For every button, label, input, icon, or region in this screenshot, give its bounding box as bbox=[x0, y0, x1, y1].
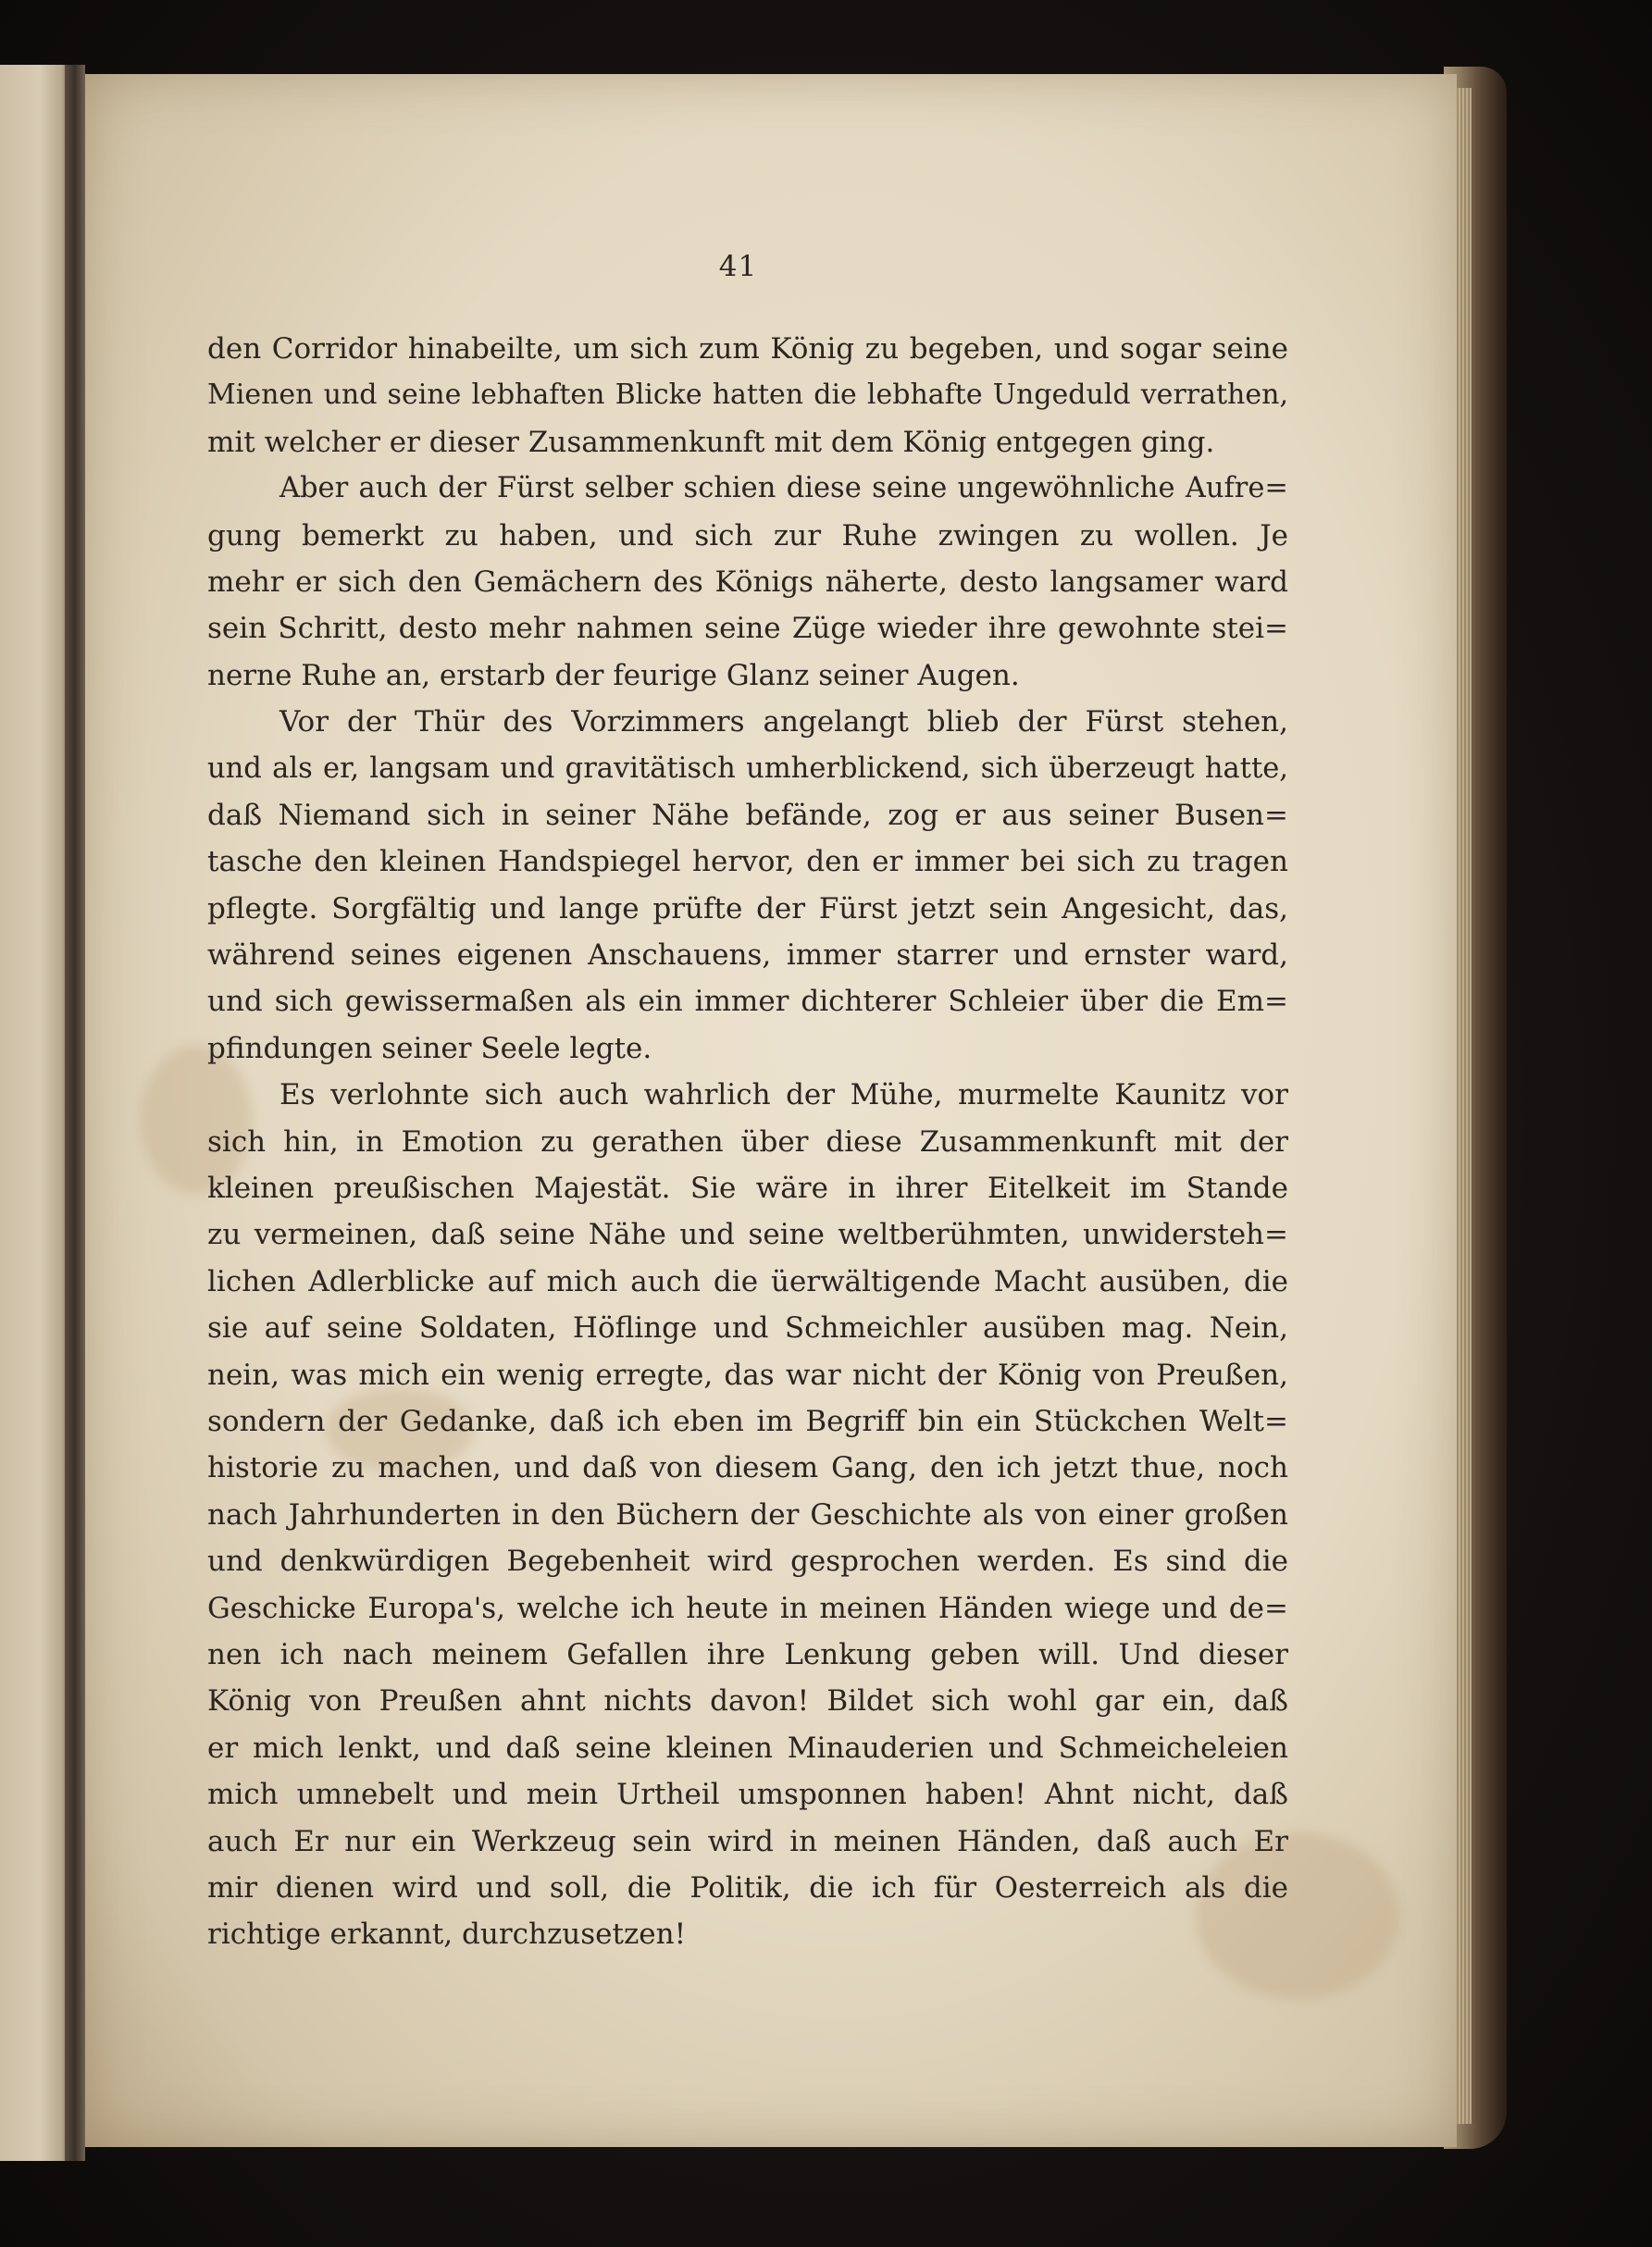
text-line: und sich gewissermaßen als ein immer dichterer Schleier über die Em= bbox=[207, 985, 1288, 1019]
text-line: richtige erkannt, durchzusetzen! bbox=[207, 1918, 687, 1952]
text-line: nach Jahrhunderten in den Büchern der Geschichte als von einer großen bbox=[207, 1497, 1288, 1532]
text-line: sie auf seine Soldaten, Höflinge und Schmeichler ausüben mag. Nein, bbox=[207, 1311, 1288, 1346]
text-line: Aber auch der Fürst selber schien diese seine ungewöhnliche Aufre= bbox=[279, 472, 1288, 505]
text-line: und denkwürdigen Begebenheit wird gesprochen werden. Es sind die bbox=[207, 1545, 1288, 1579]
text-line: sondern der Gedanke, daß ich eben im Begriff bin ein Stückchen Welt= bbox=[207, 1404, 1288, 1438]
text-line: nein, was mich ein wenig erregte, das war nicht der König von Preußen, bbox=[207, 1358, 1288, 1392]
body-text bbox=[207, 326, 1288, 1958]
facing-page-edge bbox=[0, 65, 72, 2161]
text-line: kleinen preußischen Majestät. Sie wäre in ihrer Eitelkeit im Stande bbox=[207, 1172, 1288, 1206]
text-line: Mienen und seine lebhaften Blicke hatten die lebhafte Ungeduld verrathen, bbox=[207, 379, 1288, 412]
text-line: während seines eigenen Anschauens, immer starrer und ernster ward, bbox=[207, 938, 1288, 973]
book-gutter bbox=[65, 65, 85, 2161]
text-line: mich umnebelt und mein Urtheil umsponnen haben! Ahnt nicht, daß bbox=[207, 1778, 1288, 1812]
text-line: Geschicke Europa's, welche ich heute in meinen Händen wiege und de= bbox=[207, 1591, 1288, 1625]
text-line: Vor der Thür des Vorzimmers angelangt blieb der Fürst stehen, bbox=[279, 705, 1288, 739]
text-line: pflegte. Sorgfältig und lange prüfte der Fürst jetzt sein Angesicht, das, bbox=[207, 891, 1288, 925]
text-line: zu vermeinen, daß seine Nähe und seine weltberühmten, unwidersteh= bbox=[207, 1218, 1288, 1252]
text-line: nerne Ruhe an, erstarb der feurige Glanz seiner Augen. bbox=[207, 658, 1020, 692]
text-line: historie zu machen, und daß von diesem Gang, den ich jetzt thue, noch bbox=[207, 1451, 1288, 1485]
text-line: sich hin, in Emotion zu gerathen über diese Zusammenkunft mit der bbox=[207, 1124, 1288, 1159]
text-line: lichen Adlerblicke auf mich auch die üerwältigende Macht ausüben, die bbox=[207, 1264, 1288, 1298]
text-line: daß Niemand sich in seiner Nähe befände, zog er aus seiner Busen= bbox=[207, 798, 1288, 832]
page-number: 41 bbox=[718, 250, 758, 283]
text-line: gung bemerkt zu haben, und sich zur Ruhe zwingen zu wollen. Je bbox=[207, 518, 1288, 552]
text-line: pfindungen seiner Seele legte. bbox=[207, 1031, 652, 1065]
text-line: nen ich nach meinem Gefallen ihre Lenkung geben will. Und dieser bbox=[207, 1637, 1288, 1671]
text-line: den Corridor hinabeilte, um sich zum König zu begeben, und sogar seine bbox=[207, 332, 1288, 366]
text-line: auch Er nur ein Werkzeug sein wird in meinen Händen, daß auch Er bbox=[207, 1824, 1288, 1858]
text-line: Es verlohnte sich auch wahrlich der Mühe, murmelte Kaunitz vor bbox=[279, 1078, 1288, 1112]
text-line: mit welcher er dieser Zusammenkunft mit dem König entgegen ging. bbox=[207, 425, 1215, 459]
text-line: er mich lenkt, und daß seine kleinen Minauderien und Schmeicheleien bbox=[207, 1731, 1288, 1765]
text-line: und als er, langsam und gravitätisch umherblickend, sich überzeugt hatte, bbox=[207, 751, 1288, 785]
text-line: mir dienen wird und soll, die Politik, die ich für Oesterreich als die bbox=[207, 1870, 1288, 1905]
text-line: tasche den kleinen Handspiegel hervor, den er immer bei sich zu tragen bbox=[207, 845, 1288, 879]
text-line: sein Schritt, desto mehr nahmen seine Züge wieder ihre gewohnte stei= bbox=[207, 612, 1288, 646]
text-line: König von Preußen ahnt nichts davon! Bildet sich wohl gar ein, daß bbox=[207, 1684, 1288, 1719]
text-line: mehr er sich den Gemächern des Königs näherte, desto langsamer ward bbox=[207, 565, 1288, 599]
